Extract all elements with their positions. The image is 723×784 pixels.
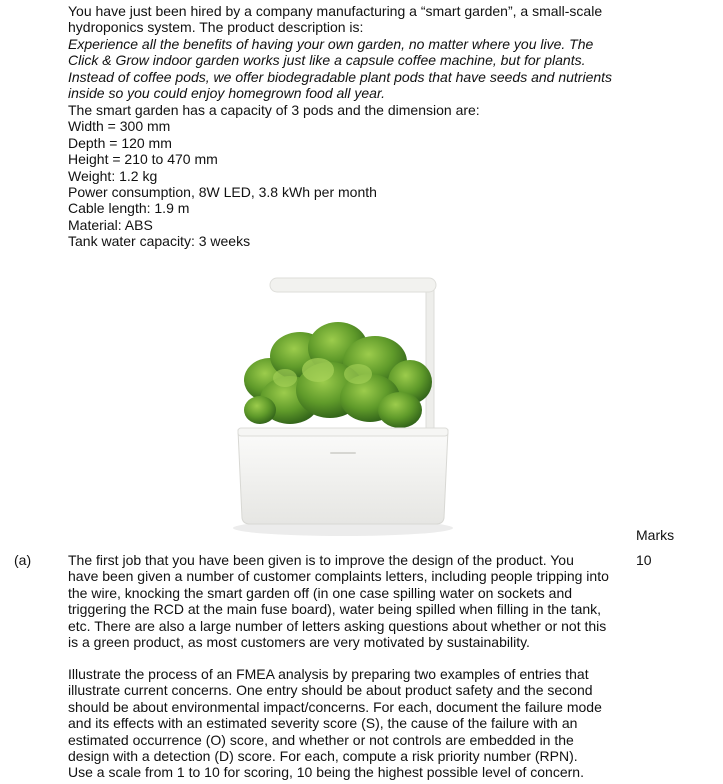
q-line: and its effects with an estimated severity score (S), the cause of the failure with an — [68, 715, 578, 732]
lamp-head — [270, 278, 436, 292]
q-line: estimated occurrence (O) score, and whether or not controls are embedded in the — [68, 731, 574, 748]
spec-width: Width = 300 mm — [68, 118, 171, 135]
basil-leaves — [244, 322, 432, 428]
q-line: The first job that you have been given is to improve the design of the product. You — [68, 552, 574, 568]
question-paragraph-2 — [68, 666, 628, 781]
spec-weight: Weight: 1.2 kg — [68, 167, 158, 184]
intro-text — [68, 3, 648, 101]
product-description-2: Click & Grow indoor garden works just like a capsule coffee machine, but for plants. — [68, 52, 586, 69]
q-line: design with a detection (D) score. For each, compute a risk priority number (RPN). — [68, 748, 578, 765]
spec-cable: Cable length: 1.9 m — [68, 200, 190, 217]
question-paragraph-1 — [68, 552, 628, 650]
intro-line-1: You have just been hired by a company manufacturing a “smart garden”, a small-scale — [68, 3, 603, 19]
q-line: triggering the RCD at the main fuse board), water being spilled when filling in the tank, — [68, 601, 602, 618]
q-line: Use a scale from 1 to 10 for scoring, 10 being the highest possible level of concern. — [68, 764, 584, 781]
q-line: the wire, knocking the smart garden off (in one case spilling water on sockets and — [68, 584, 573, 601]
spec-depth: Depth = 120 mm — [68, 134, 172, 151]
brand-mark — [330, 452, 356, 454]
q-line: is a green product, as most customers are very motivated by sustainability. — [68, 634, 530, 651]
product-description-1: Experience all the benefits of having your own garden, no matter where you live. The — [68, 35, 594, 52]
spec-list — [68, 102, 648, 250]
spec-heading: The smart garden has a capacity of 3 pods and the dimension are: — [68, 102, 480, 118]
spec-material: Material: ABS — [68, 216, 153, 233]
spec-height: Height = 210 to 470 mm — [68, 151, 218, 168]
q-line: have been given a number of customer complaints letters, including people tripping into — [68, 568, 609, 585]
intro-line-2: hydroponics system. The product description is: — [68, 19, 364, 36]
spec-tank: Tank water capacity: 3 weeks — [68, 233, 251, 250]
planter — [238, 430, 448, 524]
spec-power: Power consumption, 8W LED, 3.8 kWh per month — [68, 184, 377, 201]
q-line: illustrate current concerns. One entry should be about product safety and the second — [68, 682, 593, 699]
q-line: should be about environmental impact/concerns. For each, document the failure mode — [68, 698, 602, 715]
question-marks: 10 — [636, 552, 652, 568]
marks-heading: Marks — [636, 527, 675, 543]
q-line: Illustrate the process of an FMEA analysis by preparing two examples of entries that — [68, 666, 589, 682]
question-label: (a) — [14, 552, 32, 568]
product-description-3: Instead of coffee pods, we offer biodegradable plant pods that have seeds and nutrients — [68, 68, 613, 85]
planter-rim — [238, 428, 448, 436]
product-description-4: inside so you could enjoy homegrown food all year. — [68, 85, 386, 102]
smart-garden-product-image — [230, 270, 456, 538]
q-line: etc. There are also a large number of letters asking questions about whether or not this — [68, 617, 607, 634]
